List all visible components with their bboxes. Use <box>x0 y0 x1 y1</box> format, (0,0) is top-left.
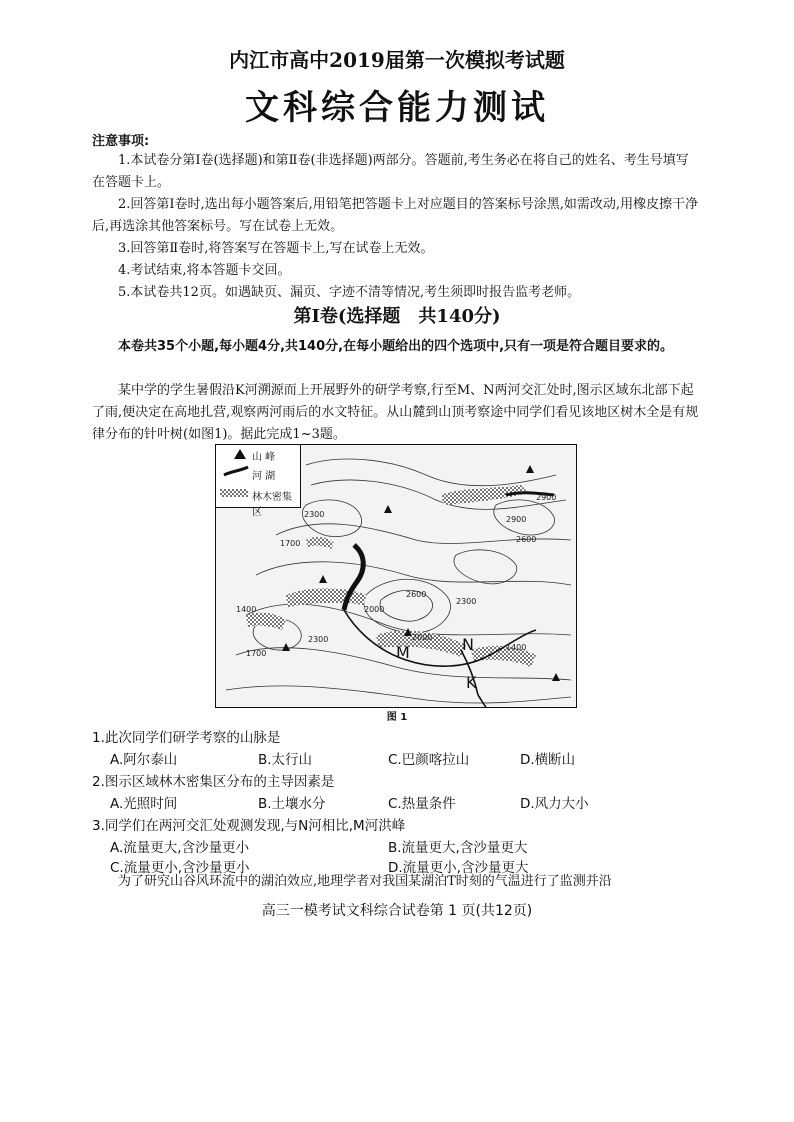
reading-passage-2: 为了研究山谷风环流中的湖泊效应,地理学者对我国某湖泊T时刻的气温进行了监测并沿 <box>118 874 612 889</box>
river-label-m: M <box>396 643 410 662</box>
notice-heading: 注意事项: <box>92 134 150 149</box>
q2-option-a: A.光照时间 <box>110 796 178 812</box>
contour-label: 1400 <box>236 605 257 614</box>
question-3-stem: 3.同学们在两河交汇处观测发现,与N河相比,M河洪峰 <box>92 818 406 834</box>
notice-item-2: 2.回答第Ⅰ卷时,选出每小题答案后,用铅笔把答题卡上对应题目的答案标号涂黑,如需改动,用橡皮擦干净后,再选涂其他答案标号。写在试卷上无效。 <box>92 197 699 234</box>
contour-label: 1400 <box>506 643 527 652</box>
q2-option-b: B.土壤水分 <box>258 796 326 812</box>
contour-label: 1700 <box>246 649 267 658</box>
contour-label: 2900 <box>506 515 527 524</box>
contour-label: 2300 <box>308 635 329 644</box>
page-footer: 高三一模考试文科综合试卷第 1 页(共12页) <box>261 903 533 919</box>
q3-option-c: C.流量更小,含沙量更小 <box>110 860 250 876</box>
legend-peak-label: 山 峰 <box>252 452 276 463</box>
notice-list <box>92 150 700 304</box>
question-1-stem: 1.此次同学们研学考察的山脉是 <box>92 730 281 746</box>
legend-forest-label: 林木密集区 <box>252 492 292 518</box>
legend-river-label: 河 湖 <box>252 471 276 482</box>
figure-caption: 图 1 <box>386 712 408 723</box>
section-title: 第Ⅰ卷(选择题 共140分) <box>293 306 501 327</box>
contour-label: 1700 <box>280 539 301 548</box>
q1-option-b: B.太行山 <box>258 752 313 768</box>
river-label-k: K <box>466 673 477 692</box>
contour-label: 2600 <box>516 535 537 544</box>
contour-label: 2300 <box>304 510 325 519</box>
notice-item-4: 4.考试结束,将本答题卡交回。 <box>118 263 291 278</box>
question-2-stem: 2.图示区域林木密集区分布的主导因素是 <box>92 774 335 790</box>
exam-subject: 文科综合能力测试 <box>245 88 549 128</box>
legend-peak-icon <box>234 449 246 459</box>
q3-option-b: B.流量更大,含沙量更大 <box>388 840 528 856</box>
map-legend <box>216 445 301 518</box>
reading-passage: 某中学的学生暑假沿K河溯源而上开展野外的研学考察,行至M、N两河交汇处时,图示区域东北部下起了雨,便决定在高地扎营,观察两河雨后的水文特征。从山麓到山顶考察途中同学们看见该地区树木全是有规律分布的针叶树(如图1)。据此完成1~3题。 <box>92 383 699 442</box>
topographic-map <box>215 444 577 708</box>
q1-option-d: D.横断山 <box>520 752 576 768</box>
contour-label: 2600 <box>406 590 427 599</box>
q3-option-a: A.流量更大,含沙量更小 <box>110 840 250 856</box>
q2-option-c: C.热量条件 <box>388 796 456 812</box>
q1-option-a: A.阿尔泰山 <box>110 752 178 768</box>
q3-option-d: D.流量更小,含沙量更大 <box>388 860 529 876</box>
notice-item-5: 5.本试卷共12页。如遇缺页、漏页、字迹不清等情况,考生须即时报告监考老师。 <box>118 285 581 300</box>
section-intro: 本卷共35个小题,每小题4分,共140分,在每小题给出的四个选项中,只有一项是符合题目要求的。 <box>118 339 674 354</box>
notice-item-1: 1.本试卷分第Ⅰ卷(选择题)和第Ⅱ卷(非选择题)两部分。答题前,考生务必在将自己的姓名、考生号填写在答题卡上。 <box>92 153 689 190</box>
q2-option-d: D.风力大小 <box>520 796 589 812</box>
exam-title: 内江市高中2019届第一次模拟考试题 <box>229 48 565 72</box>
legend-forest-icon <box>220 489 248 497</box>
contour-label: 2300 <box>456 597 477 606</box>
contour-label: 2900 <box>536 493 557 502</box>
contour-label: 2000 <box>412 633 433 642</box>
legend-river-icon <box>224 467 248 475</box>
river-label-n: N <box>462 635 474 654</box>
contour-label: 2000 <box>364 605 385 614</box>
q1-option-c: C.巴颜喀拉山 <box>388 752 470 768</box>
notice-item-3: 3.回答第Ⅱ卷时,将答案写在答题卡上,写在试卷上无效。 <box>118 241 434 256</box>
